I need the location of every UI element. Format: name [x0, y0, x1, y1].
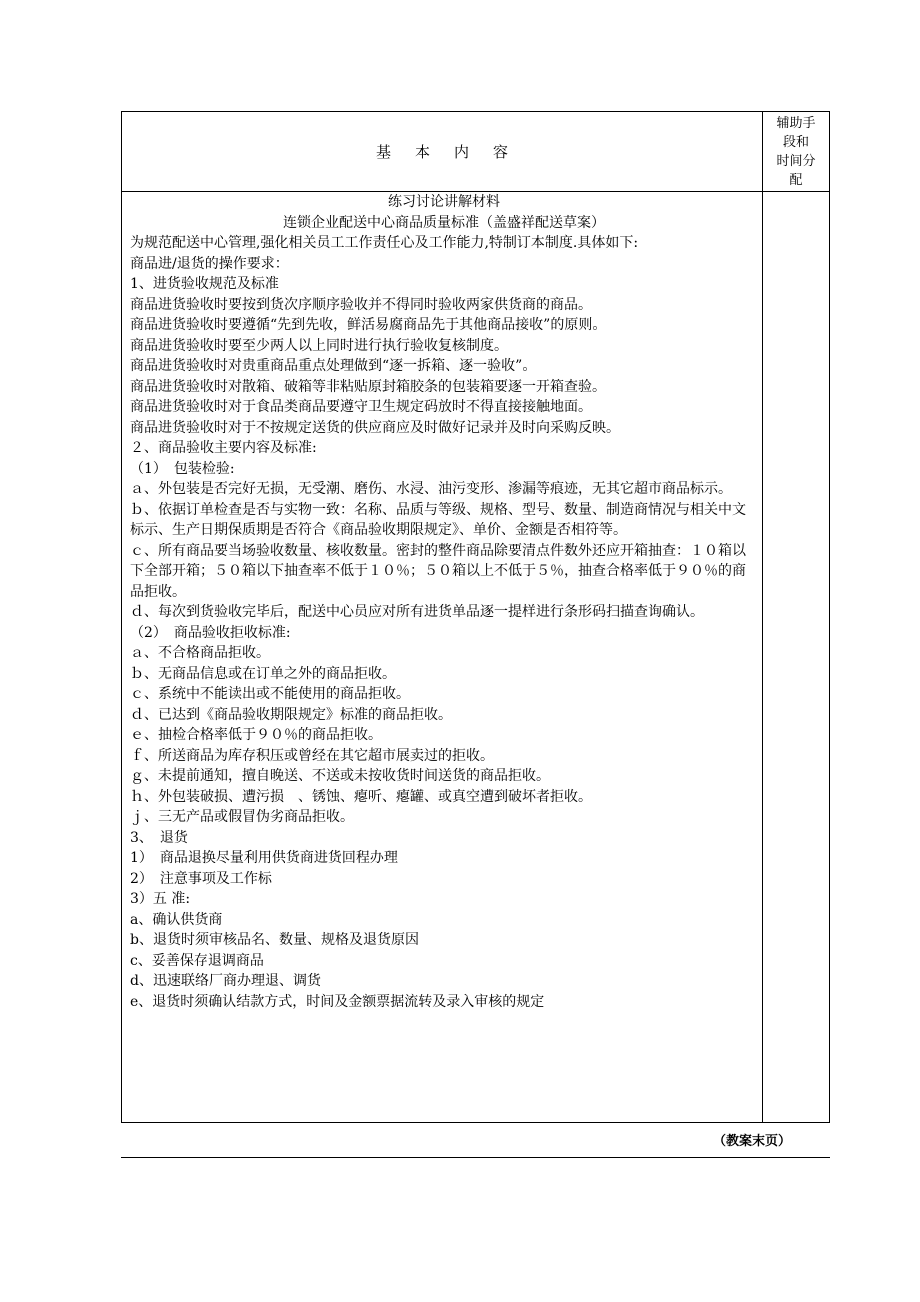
paragraph: ｈ、外包装破损、遭污损 、锈蚀、瘪听、瘪罐、或真空遭到破坏者拒收。: [130, 788, 592, 805]
heading-char: 内: [454, 143, 470, 161]
paragraph: ａ、外包装是否完好无损，无受潮、磨伤、水浸、油污变形、渗漏等痕迹，无其它超市商品标示。: [130, 481, 732, 497]
aux-header-line: 辅助手: [776, 116, 816, 131]
paragraph: e、退货时须确认结款方式，时间及金额票据流转及录入审核的规定: [130, 993, 545, 1010]
end-of-lesson-note: （教案末页）: [712, 1134, 791, 1149]
paragraph: d、迅速联络厂商办理退、调货: [130, 973, 321, 989]
paragraph: 为规范配送中心管理,强化相关员工工作责任心及工作能力,特制订本制度.具体如下:: [130, 235, 639, 251]
paragraph: ｄ、每次到货验收完毕后，配送中心员应对所有进货单品逐一提样进行条形码扫描查询确认。: [130, 604, 704, 620]
paragraph: ｆ、所送商品为库存积压或曾经在其它超市展卖过的拒收。: [130, 747, 494, 764]
paragraph: ｃ、系统中不能读出或不能使用的商品拒收。: [130, 686, 410, 702]
heading-char: 本: [414, 143, 430, 161]
paragraph: （1） 包装检验:: [130, 460, 235, 477]
paragraph: 商品进货验收时对散箱、破箱等非粘贴原封箱胶条的包装箱要逐一开箱查验。: [130, 378, 606, 395]
paragraph: ｂ、无商品信息或在订单之外的商品拒收。: [130, 665, 396, 682]
paragraph: 3、 退货: [130, 829, 188, 846]
paragraph: 商品进货验收时要按到货次序顺序验收并不得同时验收两家供货商的商品。: [130, 296, 592, 313]
main-content: [130, 192, 758, 1012]
paragraph: （2） 商品验收拒收标准:: [130, 624, 291, 641]
paragraph: c、妥善保存退调商品: [130, 952, 264, 969]
paragraph: 1） 商品退换尽量利用供货商进货回程办理: [130, 850, 398, 866]
paragraph: 商品进/退货的操作要求：: [130, 255, 289, 272]
aux-column-header: [763, 113, 829, 191]
paragraph: ｊ、三无产品或假冒伪劣商品拒收。: [130, 809, 354, 825]
paragraph: 商品进货验收时要至少两人以上同时进行执行验收复核制度。: [130, 337, 508, 354]
paragraph: 商品进货验收时要遵循“先到先收，鲜活易腐商品先于其他商品接收”的原则。: [130, 317, 607, 333]
section-heading: [122, 112, 762, 191]
paragraph: ａ、不合格商品拒收。: [130, 645, 270, 661]
paragraph: 1、进货验收规范及标准: [130, 276, 279, 292]
paragraph: 3）五 准:: [130, 891, 191, 907]
paragraph: ２、商品验收主要内容及标准:: [130, 440, 317, 456]
document-title: 连锁企业配送中心商品质量标准（盖盛祥配送草案）: [283, 214, 605, 231]
paragraph: 2） 注意事项及工作标: [130, 870, 272, 887]
lesson-plan-table: [121, 111, 830, 1123]
paragraph: 商品进货验收时对贵重商品重点处理做到“逐一拆箱、逐一验收”。: [130, 358, 537, 374]
paragraph: ｇ、未提前通知，擅自晚送、不送或未按收货时间送货的商品拒收。: [130, 768, 550, 784]
paragraph: ｃ、所有商品要当场验收数量、核收数量。密封的整件商品除要清点件数外还应开箱抽查：１０箱以下全部开箱；５０箱以下抽查率不低于１０％；５０箱以上不低于５％，抽查合格率低于９０％的商品拒收。: [130, 542, 746, 600]
heading-char: 容: [493, 143, 509, 161]
paragraph: a、确认供货商: [130, 911, 223, 928]
footer-rule: [121, 1157, 830, 1158]
paragraph: 商品进货验收时对于不按规定送货的供应商应及时做好记录并及时向采购反映。: [130, 419, 620, 436]
column-divider: [762, 112, 763, 1122]
aux-header-line: 段和: [782, 135, 809, 150]
paragraph: b、退货时须审核品名、数量、规格及退货原因: [130, 932, 419, 948]
aux-header-line: 时间分: [776, 154, 816, 169]
paragraph: ｄ、已达到《商品验收期限规定》标准的商品拒收。: [130, 706, 452, 723]
paragraph: 商品进货验收时对于食品类商品要遵守卫生规定码放时不得直接接触地面。: [130, 399, 592, 415]
material-title: 练习讨论讲解材料: [388, 194, 500, 210]
heading-char: 基: [375, 143, 391, 161]
aux-header-line: 配: [789, 173, 803, 188]
paragraph: ｅ、抽检合格率低于９０％的商品拒收。: [130, 727, 382, 743]
paragraph: ｂ、依据订单检查是否与实物一致：名称、品质与等级、规格、型号、数量、制造商情况与相关中文标示、生产日期保质期是否符合《商品验收期限规定》、单价、金额是否相符等。: [130, 501, 746, 538]
